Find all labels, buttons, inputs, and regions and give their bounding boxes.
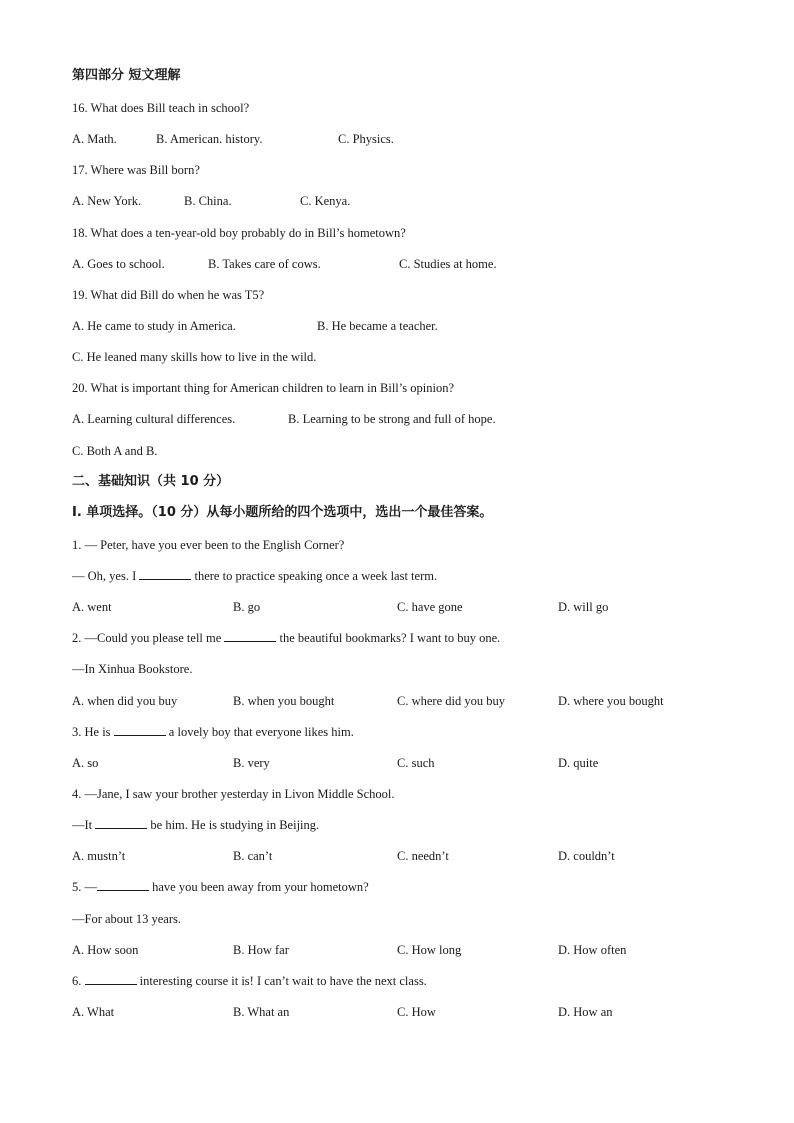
option-6b: B. What an xyxy=(233,1005,290,1019)
option-1d: D. will go xyxy=(558,600,609,614)
text: be him. He is studying in Beijing. xyxy=(147,818,320,832)
option-6c: C. How xyxy=(397,1005,436,1019)
section-instruction: I. 单项选择。（10 分）从每小题所给的四个选项中，选出一个最佳答案。 xyxy=(72,505,493,520)
question-20: 20. What is important thing for American children to learn in Bill’s opinion? xyxy=(72,381,454,395)
mc-question-4: 4. —Jane, I saw your brother yesterday in Livon Middle School. xyxy=(72,787,395,801)
option-2b: B. when you bought xyxy=(233,694,335,708)
option-16b: B. American. history. xyxy=(156,132,263,146)
option-1a: A. went xyxy=(72,600,112,614)
option-4c: C. needn’t xyxy=(397,849,449,863)
option-19a: A. He came to study in America. xyxy=(72,319,236,333)
question-17: 17. Where was Bill born? xyxy=(72,163,200,177)
option-2d: D. where you bought xyxy=(558,694,664,708)
option-19b: B. He became a teacher. xyxy=(317,319,438,333)
option-17b: B. China. xyxy=(184,194,232,208)
option-1b: B. go xyxy=(233,600,261,614)
answer-blank xyxy=(139,568,191,580)
option-4d: D. couldn’t xyxy=(558,849,615,863)
section-heading-part4: 第四部分 短文理解 xyxy=(72,68,181,83)
option-20a: A. Learning cultural differences. xyxy=(72,412,236,426)
mc-question-5 xyxy=(72,879,369,895)
option-4a: A. mustn’t xyxy=(72,849,126,863)
text: 2. —Could you please tell me xyxy=(72,631,225,645)
mc-question-2-line2: —In Xinhua Bookstore. xyxy=(72,662,193,676)
question-18: 18. What does a ten-year-old boy probably do in Bill’s hometown? xyxy=(72,226,406,240)
text: 3. He is xyxy=(72,725,114,739)
answer-blank xyxy=(97,879,149,891)
option-17c: C. Kenya. xyxy=(300,194,351,208)
option-18b: B. Takes care of cows. xyxy=(208,257,321,271)
question-19: 19. What did Bill do when he was T5? xyxy=(72,288,265,302)
option-1c: C. have gone xyxy=(397,600,463,614)
option-20c: C. Both A and B. xyxy=(72,444,158,458)
text: interesting course it is! I can’t wait to have the next class. xyxy=(136,974,427,988)
option-6d: D. How an xyxy=(558,1005,613,1019)
mc-question-4-line2 xyxy=(72,817,319,833)
option-3b: B. very xyxy=(233,756,270,770)
mc-question-2 xyxy=(72,630,500,646)
option-18a: A. Goes to school. xyxy=(72,257,165,271)
option-5d: D. How often xyxy=(558,943,627,957)
text: —It xyxy=(72,818,96,832)
text: 5. — xyxy=(72,880,97,894)
answer-blank xyxy=(224,630,276,642)
option-4b: B. can’t xyxy=(233,849,273,863)
option-2a: A. when did you buy xyxy=(72,694,178,708)
option-5c: C. How long xyxy=(397,943,462,957)
text: the beautiful bookmarks? I want to buy one. xyxy=(276,631,501,645)
text: there to practice speaking once a week last term. xyxy=(191,569,438,583)
option-16c: C. Physics. xyxy=(338,132,394,146)
option-3c: C. such xyxy=(397,756,435,770)
option-3a: A. so xyxy=(72,756,99,770)
answer-blank xyxy=(85,973,137,985)
option-2c: C. where did you buy xyxy=(397,694,505,708)
text: have you been away from your hometown? xyxy=(149,880,369,894)
option-5a: A. How soon xyxy=(72,943,139,957)
option-18c: C. Studies at home. xyxy=(399,257,497,271)
option-6a: A. What xyxy=(72,1005,115,1019)
mc-question-1-line2 xyxy=(72,568,437,584)
question-16: 16. What does Bill teach in school? xyxy=(72,101,250,115)
mc-question-1: 1. — Peter, have you ever been to the English Corner? xyxy=(72,538,345,552)
mc-question-3 xyxy=(72,724,354,740)
text: — Oh, yes. I xyxy=(72,569,140,583)
text: 6. xyxy=(72,974,85,988)
text: a lovely boy that everyone likes him. xyxy=(165,725,354,739)
option-17a: A. New York. xyxy=(72,194,142,208)
option-19c: C. He leaned many skills how to live in the wild. xyxy=(72,350,317,364)
section-heading-2: 二、基础知识（共 10 分） xyxy=(72,474,230,489)
answer-blank xyxy=(95,817,147,829)
answer-blank xyxy=(114,724,166,736)
option-3d: D. quite xyxy=(558,756,599,770)
mc-question-5-line2: —For about 13 years. xyxy=(72,912,182,926)
option-20b: B. Learning to be strong and full of hope. xyxy=(288,412,496,426)
option-5b: B. How far xyxy=(233,943,289,957)
mc-question-6 xyxy=(72,973,427,989)
option-16a: A. Math. xyxy=(72,132,117,146)
